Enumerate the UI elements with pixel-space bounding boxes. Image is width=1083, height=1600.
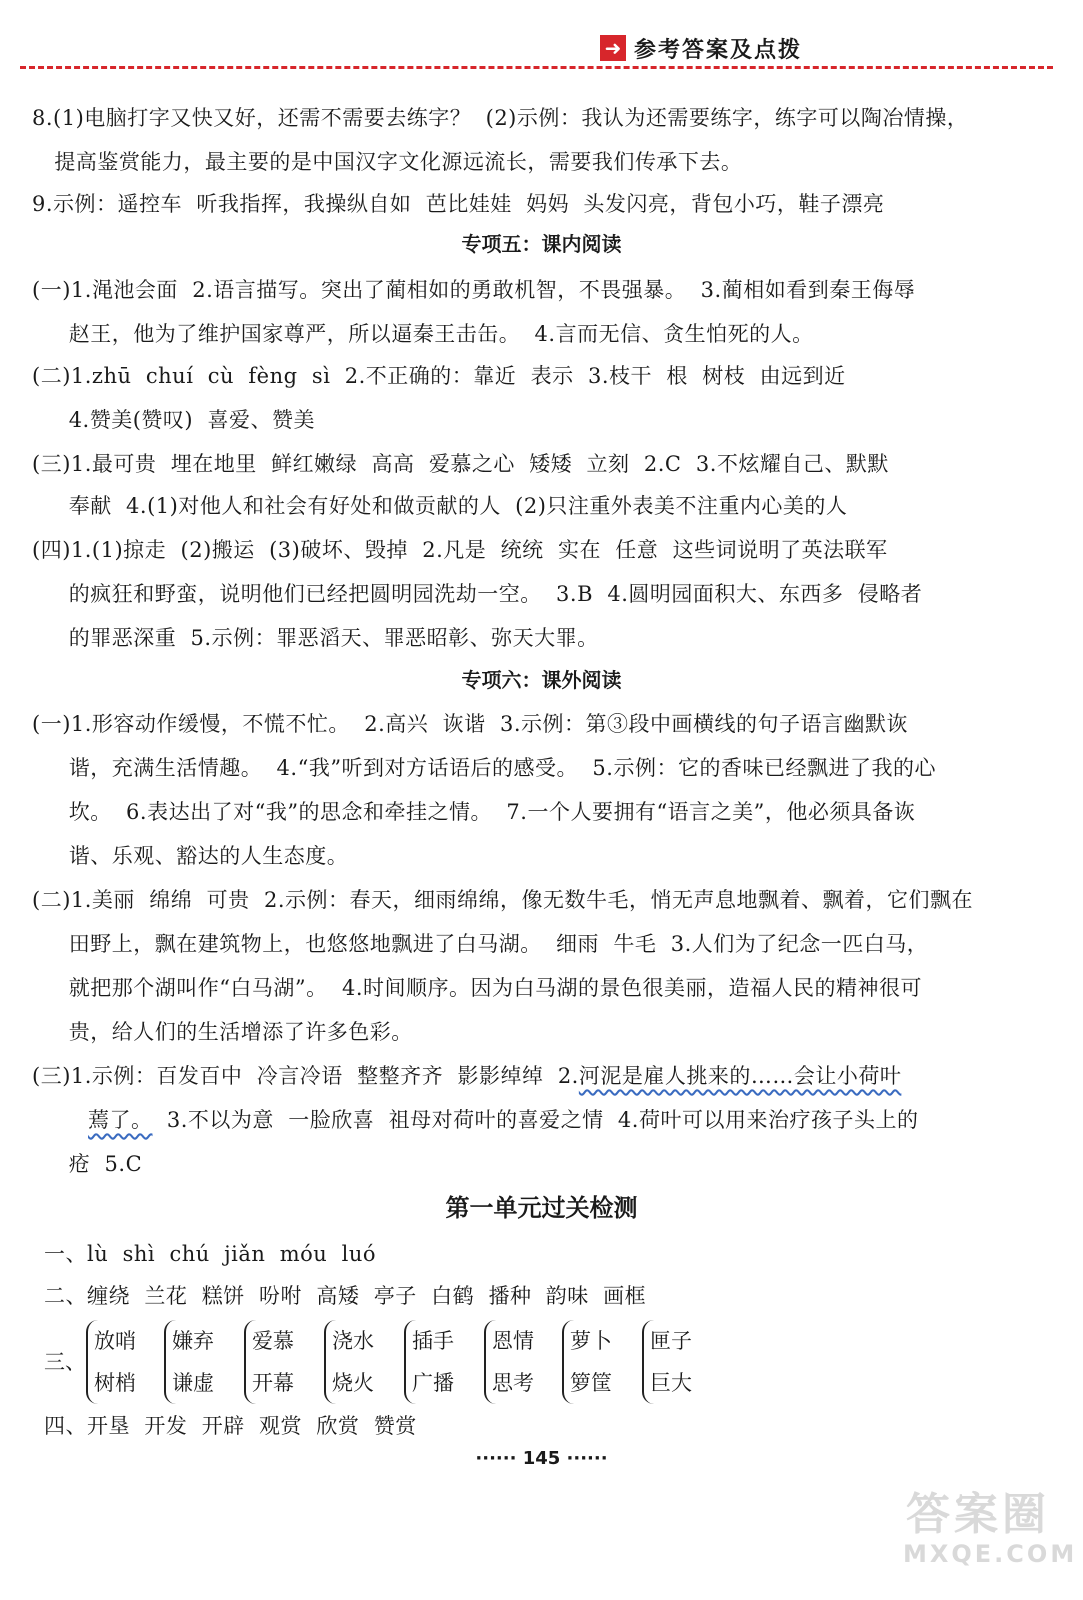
word-pair: 爱慕 开幕 — [244, 1320, 294, 1404]
answer-line: 疮 5.C — [40, 1152, 143, 1176]
answer-line: 一、lù shì chú jiǎn móu luó — [44, 1242, 377, 1266]
answer-line: 提高鉴赏能力，最主要的是中国汉字文化源远流长，需要我们传承下去。 — [40, 150, 743, 174]
answer-line: (一)1.形容动作缓慢，不慌不忙。 2.高兴 诙谐 3.示例：第③段中画横线的句子语言幽默诙 — [32, 712, 909, 736]
answer-line: 8.(1)电脑打字又快又好，还需不需要去练字？ (2)示例：我认为还需要练字，练字可以陶冶情操， — [32, 106, 969, 130]
word-pair: 浇水 烧火 — [324, 1320, 374, 1404]
word-pair: 匣子 巨大 — [642, 1320, 692, 1404]
header-title: 参考答案及点拨 — [634, 37, 803, 63]
dots-decoration: ······ — [475, 1448, 523, 1469]
arrow-right-icon: ➜ — [600, 35, 626, 61]
answer-line: (二)1.美丽 绵绵 可贵 2.示例：春天，细雨绵绵，像无数牛毛，悄无声息地飘着、飘着，它们飘在 — [32, 888, 974, 912]
answer-line: 的疯狂和野蛮，说明他们已经把圆明园洗劫一空。 3.B 4.圆明园面积大、东西多 侵略者 — [40, 582, 923, 606]
answer-line: 田野上，飘在建筑物上，也悠悠地飘进了白马湖。 细雨 牛毛 3.人们为了纪念一匹白马， — [40, 932, 929, 956]
wavy-underlined-text: 河泥是雇人挑来的……会让小荷叶 — [578, 1064, 902, 1088]
watermark-logo: 答案圈 MXQE.COM — [903, 1489, 1078, 1568]
word-pair: 放哨 树梢 — [86, 1320, 136, 1404]
answer-line: 就把那个湖叫作“白马湖”。 4.时间顺序。因为白马湖的景色很美丽，造福人民的精神很可 — [40, 976, 923, 1000]
wavy-underlined-text: 蔫了。 — [88, 1108, 153, 1132]
header-divider — [20, 66, 1053, 69]
answer-line: 贵，给人们的生活增添了许多色彩。 — [40, 1020, 413, 1044]
word-pair: 插手 广播 — [404, 1320, 454, 1404]
answer-line: (四)1.(1)掠走 (2)搬运 (3)破坏、毁掉 2.凡是 统统 实在 任意 这些词说明了英法联军 — [32, 538, 888, 562]
unit-title: 第一单元过关检测 — [445, 1194, 638, 1222]
answer-line: 谐，充满生活情趣。 4.“我”听到对方话语后的感受。 5.示例：它的香味已经飘进了我的心 — [40, 756, 936, 780]
header — [600, 30, 802, 66]
word-pair: 嫌弃 谦虚 — [164, 1320, 214, 1404]
page-number: ······ 145 ······ — [475, 1448, 608, 1469]
answer-line: (三)1.示例：百发百中 冷言冷语 整整齐齐 影影绰绰 2.河泥是雇人挑来的……会让小荷叶 — [32, 1064, 902, 1088]
word-pair: 萝卜 箩筐 — [562, 1320, 612, 1404]
answer-line: (二)1.zhū chuí cù fèng sì 2.不正确的：靠近 表示 3.枝干 根 树枝 由远到近 — [32, 364, 846, 388]
word-pair: 恩情 思考 — [484, 1320, 534, 1404]
question-label: 三、 — [44, 1350, 86, 1374]
answer-line: 谐、乐观、豁达的人生态度。 — [40, 844, 349, 868]
answer-line: 坎。 6.表达出了对“我”的思念和牵挂之情。 7.一个人要拥有“语言之美”，他必须具备诙 — [40, 800, 916, 824]
answer-line: 的罪恶深重 5.示例：罪恶滔天、罪恶昭彰、弥天大罪。 — [40, 626, 599, 650]
answer-line: 赵王，他为了维护国家尊严，所以逼秦王击缶。 4.言而无信、贪生怕死的人。 — [40, 322, 814, 346]
answer-line: 二、缠绕 兰花 糕饼 吩咐 高矮 亭子 白鹤 播种 韵味 画框 — [44, 1284, 647, 1308]
section-title: 专项六：课外阅读 — [461, 668, 622, 692]
answer-line: 四、开垦 开发 开辟 观赏 欣赏 赞赏 — [44, 1414, 417, 1438]
answer-line: 奉献 4.(1)对他人和社会有好处和做贡献的人 (2)只注重外表美不注重内心美的人 — [40, 494, 848, 518]
section-title: 专项五：课内阅读 — [461, 232, 622, 256]
answer-line: (三)1.最可贵 埋在地里 鲜红嫩绿 高高 爱慕之心 矮矮 立刻 2.C 3.不炫耀自己、默默 — [32, 452, 889, 476]
answer-line: (一)1.渑池会面 2.语言描写。突出了蔺相如的勇敢机智，不畏强暴。 3.蔺相如看到秦王侮辱 — [32, 278, 916, 302]
dots-decoration: ······ — [560, 1448, 608, 1469]
answer-line: 4.赞美(赞叹) 喜爱、赞美 — [40, 408, 315, 432]
answer-line: 蔫了。 3.不以为意 一脸欣喜 祖母对荷叶的喜爱之情 4.荷叶可以用来治疗孩子头上的 — [88, 1108, 919, 1132]
answer-line: 9.示例：遥控车 听我指挥，我操纵自如 芭比娃娃 妈妈 头发闪亮，背包小巧，鞋子漂亮 — [32, 192, 885, 216]
